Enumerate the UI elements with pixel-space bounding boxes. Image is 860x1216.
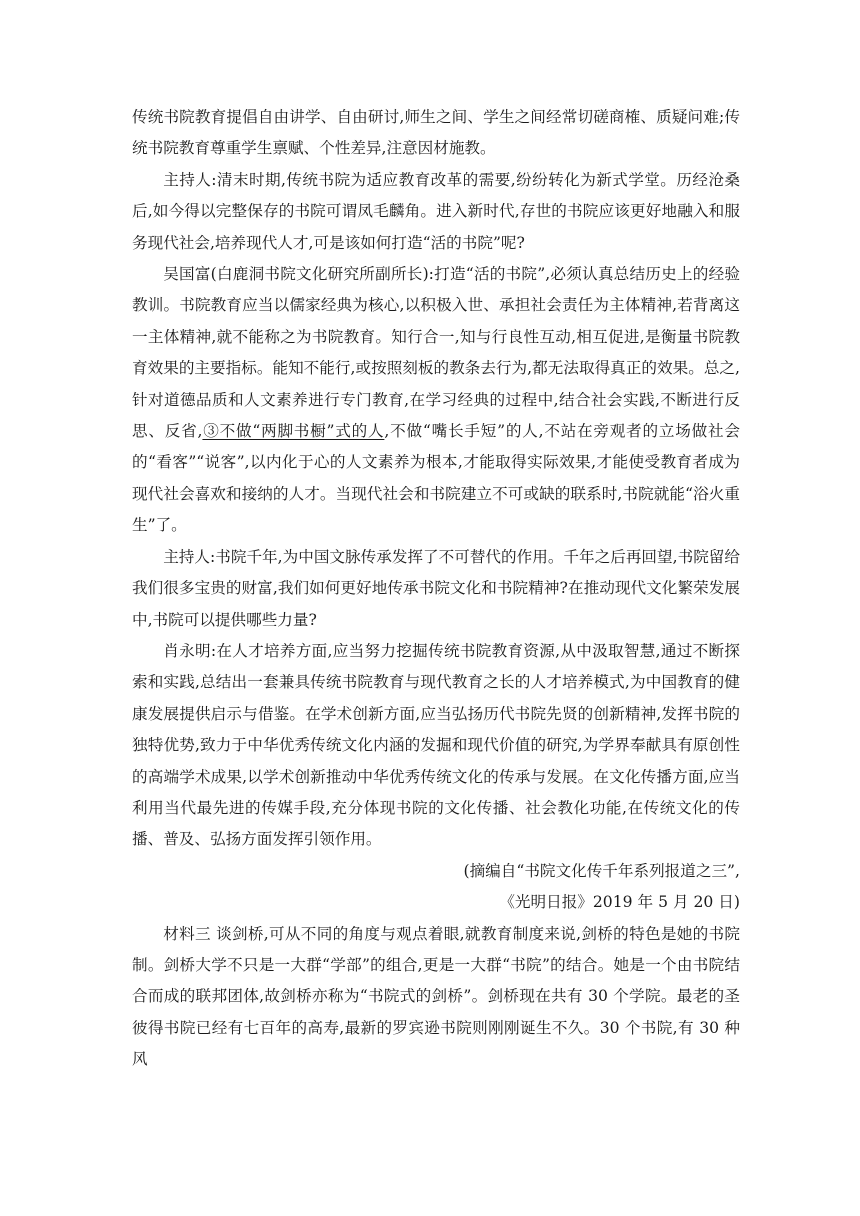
paragraph-host-question-2: 主持人:书院千年,为中国文脉传承发挥了不可替代的作用。千年之后再回望,书院留给我们很多宝贵的财富,我们如何更好地传承书院文化和书院精神?在推动现代文化繁荣发展中,书院可以提供哪些力量?: [132, 547, 740, 629]
answer-text-before: 吴国富(白鹿洞书院文化研究所副所长):打造“活的书院”,必须认真总结历史上的经验教训。书院教育应当以儒家经典为核心,以积极入世、承担社会责任为主体精神,若背离这一主体精神,就不能称之为书院教育。知行合一,知与行良性互动,相互促进,是衡量书院教育效果的主要指标。能知不能行,或按照刻板的教条去行为,都无法取得真正的效果。总之,针对道德品质和人文素养进行专门教育,在学习经典的过程中,结合社会实践,不断进行反思、反省,: [132, 265, 740, 441]
article-body: [132, 102, 740, 1076]
paragraph-intro: 传统书院教育提倡自由讲学、自由研讨,师生之间、学生之间经常切磋商榷、质疑问难;传统书院教育尊重学生禀赋、个性差异,注意因材施教。: [132, 108, 740, 158]
answer-text-after: ,不做“嘴长手短”的人,不站在旁观者的立场做社会的“看客”“说客”,以内化于心的人文素养为根本,才能取得实际效果,才能使受教育者成为现代社会喜欢和接纳的人才。当现代社会和书院建立不可或缺的联系时,书院就能“浴火重生”了。: [132, 422, 740, 535]
paragraph-xiao-yongming-answer: 肖永明:在人才培养方面,应当努力挖掘传统书院教育资源,从中汲取智慧,通过不断探索和实践,总结出一套兼具传统书院教育与现代教育之长的人才培养模式,为中国教育的健康发展提供启示与借鉴。在学术创新方面,应当弘扬历代书院先贤的创新精神,发挥书院的独特优势,致力于中华优秀传统文化内涵的发掘和现代价值的研究,为学界奉献具有原创性的高端学术成果,以学术创新推动中华优秀传统文化的传承与发展。在文化传播方面,应当利用当代最先进的传媒手段,充分体现书院的文化传播、社会教化功能,在传统文化的传播、普及、弘扬方面发挥引领作用。: [132, 641, 740, 849]
source-citation-line-2: 《光明日报》2019 年 5 月 20 日): [499, 893, 740, 912]
paragraph-wu-guofu-answer: [132, 259, 740, 542]
paragraph-host-question-1: 主持人:清末时期,传统书院为适应教育改革的需要,纷纷转化为新式学堂。历经沧桑后,如今得以完整保存的书院可谓凤毛麟角。进入新时代,存世的书院应该更好地融入和服务现代社会,培养现代人才,可是该如何打造“活的书院”呢?: [132, 170, 740, 252]
underlined-phrase: ③不做“两脚书橱”式的人: [202, 422, 385, 441]
paragraph-material-three: 材料三 谈剑桥,可从不同的角度与观点着眼,就教育制度来说,剑桥的特色是她的书院制。剑桥大学不只是一大群“学部”的组合,更是一大群“书院”的结合。她是一个由书院结合而成的联邦团体,故剑桥亦称为“书院式的剑桥”。剑桥现在共有 30 个学院。最老的圣彼得书院已经有七百年的高寿,最新的罗宾逊书院则刚刚诞生不久。30 个书院,有 30 种风: [132, 924, 740, 1069]
source-citation-line-1: (摘编自“书院文化传千年系列报道之三”,: [463, 861, 740, 880]
